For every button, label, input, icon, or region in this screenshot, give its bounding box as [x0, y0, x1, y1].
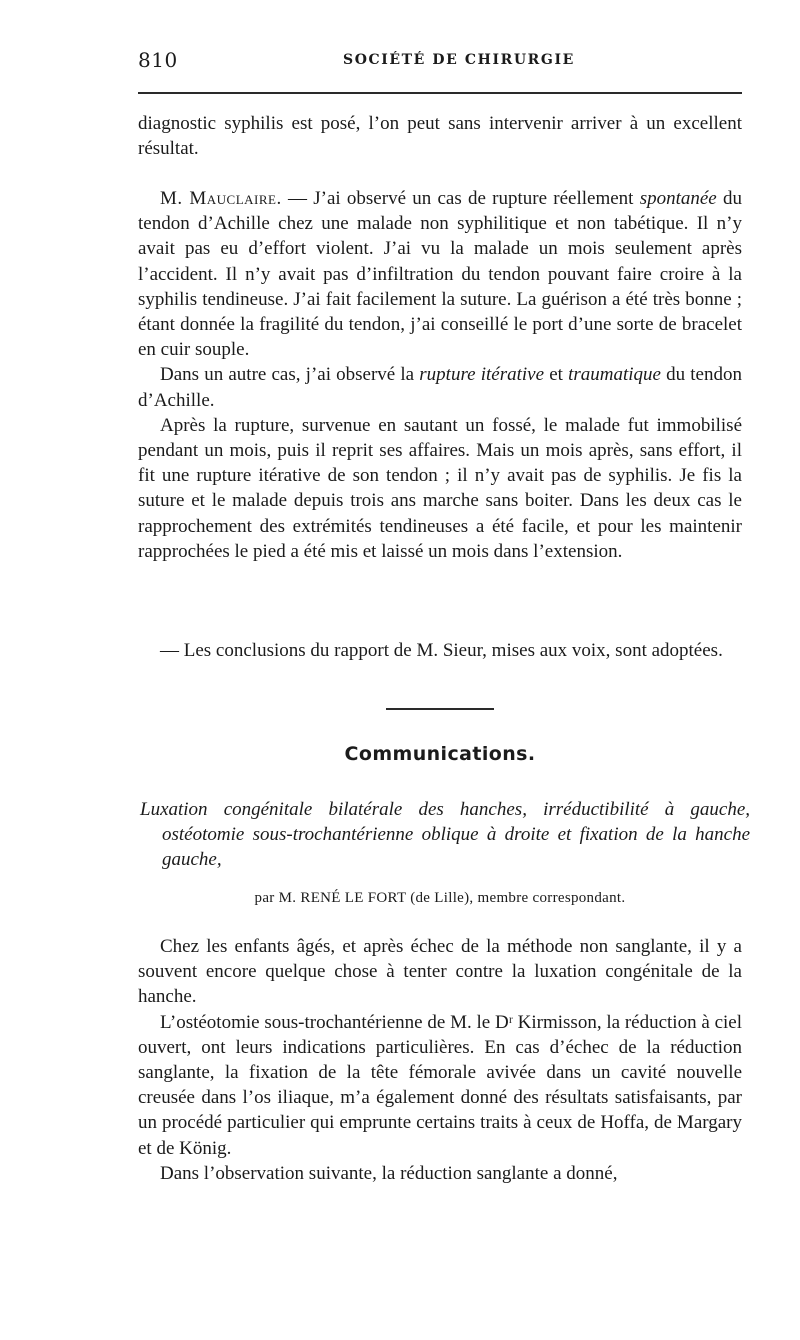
paragraph: L’ostéotomie sous-trochantérienne de M. le Dʳ Kirmisson, la réduction à ciel ouvert, ont leurs indications particulières. En cas d’échec de la réduction sanglante, la fixation de la tête fémorale avivée dans un cavité nouvelle creusée dans l’os iliaque, m’a également donné des résultats satisfaisants, par un procédé particulier qui emprunte certains traits à ceux de Hoffa, de Margary et de König.	[138, 1011, 742, 1159]
running-head: SOCIÉTÉ DE CHIRURGIE	[343, 52, 575, 68]
page-number: 810	[138, 48, 178, 72]
header-rule	[138, 92, 742, 94]
paragraph: Dans l’observation suivante, la réduction sanglante a donné,	[160, 1162, 618, 1184]
article-body	[138, 934, 742, 1186]
paragraph: — Les conclusions du rapport de M. Sieur, mises aux voix, sont adoptées.	[160, 640, 723, 661]
mauclaire-remarks	[138, 186, 742, 564]
paragraph: Dans un autre cas, j’ai observé la rupture itérative et traumatique du tendon d’Achille.	[138, 364, 742, 411]
paragraph: M. Mauclaire. — J’ai observé un cas de rupture réellement spontanée du tendon d’Achille chez une malade non syphilitique et non tabétique. Il n’y avait pas eu d’effort violent. J’ai vu la malade un mois seulement après l’accident. Il n’y avait pas d’infiltration du tendon pouvant faire croire à la syphilis tendineuse. J’ai fait facilement la suture. La guérison a été très bonne ; étant donnée la fragilité du tendon, j’ai conseillé le port d’une sorte de bracelet en cuir souple.	[138, 188, 742, 361]
speaker-name: M. Mauclaire.	[160, 188, 282, 209]
paragraph: Après la rupture, survenue en sautant un fossé, le malade fut immobilisé pendant un mois, puis il reprit ses affaires. Mais un mois après, sans effort, il fit une rupture itérative de son tendon ; il n’y avait pas de syphilis. Je fis la suture et le malade depuis trois ans marche sans boiter. Dans les deux cas le rapprochement des extrémités tendineuses a été facile, et pour les maintenir rapprochées le pied a été mis et laissé un mois dans l’extension.	[138, 414, 742, 562]
page-header	[138, 48, 742, 78]
paragraph: Chez les enfants âgés, et après échec de la méthode non sanglante, il y a souvent encore quelque chose à tenter contre la luxation congénitale de la hanche.	[138, 936, 742, 1008]
section-heading: Communications.	[344, 743, 536, 765]
article-byline: par M. RENÉ LE FORT (de Lille), membre correspondant.	[254, 890, 626, 906]
section-divider	[386, 708, 494, 710]
conclusions-paragraph	[138, 638, 742, 663]
paragraph: diagnostic syphilis est posé, l’on peut sans intervenir arriver à un excellent résultat.	[138, 113, 742, 160]
article-title: Luxation congénitale bilatérale des hanches, irréductibilité à gauche, ostéotomie sous-trochantérienne oblique à droite et fixation de la hanche gauche,	[140, 799, 750, 870]
continued-paragraph	[138, 111, 742, 161]
